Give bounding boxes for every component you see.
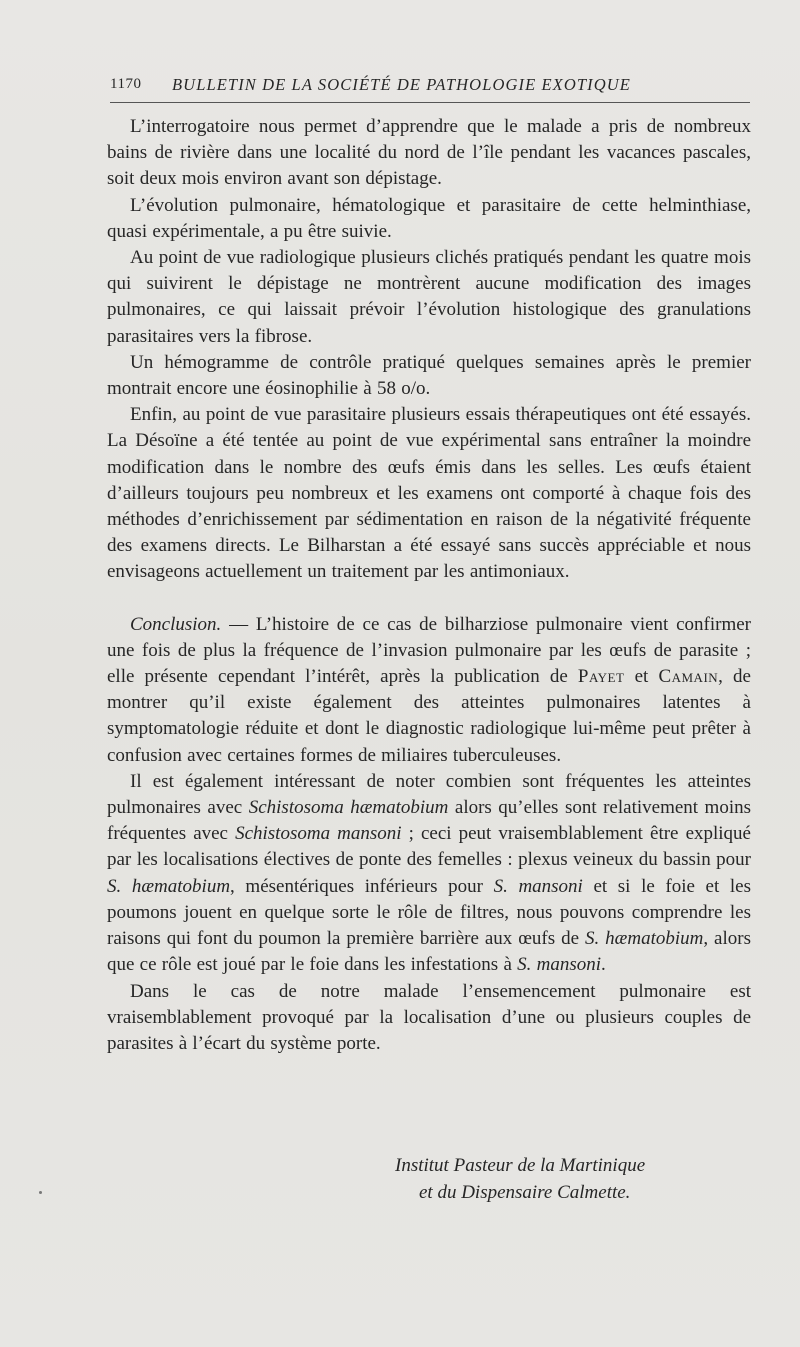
paragraph-interrogation: L’interrogatoire nous permet d’apprendre que le malade a pris de nombreux bains de rivière dans une localité du nord de l’île pendant les vacances pascales, soit deux mois environ avant son dépistage. <box>107 116 751 190</box>
author-payet: Payet <box>577 666 625 688</box>
paragraph-final: Dans le cas de notre malade l’ensemencement pulmonaire est vraisemblablement provoqué par la localisation d’une ou plusieurs couples de parasites à l’écart du système porte. <box>107 980 751 1054</box>
p7-text-5: et si le foie et les poumons jouent en quelque sorte le rôle de filtres, nous pouvons comprendre les raisons qui font du poumon la première barrière aux œufs de <box>107 875 751 950</box>
species-s-mansoni: S. mansoni <box>493 875 583 897</box>
paragraph-radiology: Au point de vue radiologique plusieurs clichés pratiqués pendant les quatre mois qui suivirent le dépistage ne montrèrent aucune modification des images pulmonaires, ce qui laissait prévoir l’évolution histologique des granulations parasitaires vers la fibrose. <box>107 247 751 347</box>
species-s-haematobium-2: S. hæmatobium <box>584 928 704 950</box>
species-s-haematobium: S. hæmatobium <box>107 875 231 897</box>
author-camain: Camain <box>658 666 719 688</box>
p7-text-3: ; ceci peut vraisemblablement être expliqué par les localisations électives de ponte des femelles : plexus veineux du bassin pour <box>107 823 751 871</box>
species-haematobium: Schistosoma hæmatobium <box>248 797 449 819</box>
conclusion-text-a: — L’histoire de ce cas de bilharziose pulmonaire vient confirmer une fois de plus la fréquence de l’invasion pulmonaire par les œufs de parasite ; elle présente cependant l’intérêt, après la publication de <box>107 613 751 688</box>
p7-text-6: , alors que ce rôle est joué par le foie dans les infestations à <box>107 928 751 976</box>
paper-speck <box>39 1191 42 1194</box>
paragraph-parasitology: Enfin, au point de vue parasitaire plusieurs essais thérapeutiques ont été essayés. La Désoïne a été tentée au point de vue expérimental sans entraîner la moindre modification dans le nombre des œufs émis dans les selles. Les œufs étaient d’ailleurs toujours peu nombreux et les examens ont comporté à chaque fois des méthodes d’enrichissement par sédimentation en raison de la négativité fréquente des examens directs. Le Bilharstan a été essayé sans succès appréciable et nous envisageons actuellement un traitement par les antimoniaux. <box>107 404 751 583</box>
running-head <box>110 76 750 103</box>
paragraph-conclusion <box>107 612 751 769</box>
article-body <box>107 114 751 1057</box>
section-gap <box>107 586 751 612</box>
paragraph-hemogram: Un hémogramme de contrôle pratiqué quelques semaines après le premier montrait encore une éosinophilie à 58 o/o. <box>107 351 751 400</box>
conclusion-text-c: , de montrer qu’il existe également des atteintes pulmonaires latentes à symptomatologie réduite et dont le diagnostic radiologique lui-même peut prêter à confusion avec certaines formes de miliaires tuberculeuses. <box>107 666 751 766</box>
conclusion-label: Conclusion. <box>130 613 222 635</box>
species-s-mansoni-2: S. mansoni <box>517 954 602 976</box>
institution-signature <box>395 1153 755 1206</box>
paragraph-localisation <box>107 769 751 979</box>
species-mansoni: Schistosoma mansoni <box>235 823 402 845</box>
paragraph-evolution: L’évolution pulmonaire, hématologique et parasitaire de cette helminthiase, quasi expérimentale, a pu être suivie. <box>107 194 751 242</box>
conclusion-text-b: et <box>624 666 659 688</box>
journal-title: BULLETIN DE LA SOCIÉTÉ DE PATHOLOGIE EXOTIQUE <box>172 75 631 94</box>
signature-line-1: Institut Pasteur de la Martinique <box>395 1155 646 1176</box>
signature-line-2: et du Dispensaire Calmette. <box>419 1181 631 1203</box>
page-number: 1170 <box>110 76 142 92</box>
p7-text-1: Il est également intéressant de noter combien sont fréquentes les atteintes pulmonaires avec <box>107 770 751 819</box>
p7-text-4: , mésentériques inférieurs pour <box>230 875 494 897</box>
p7-text-7: . <box>601 954 606 976</box>
p7-text-2: alors qu’elles sont relativement moins fréquentes avec <box>107 797 751 845</box>
